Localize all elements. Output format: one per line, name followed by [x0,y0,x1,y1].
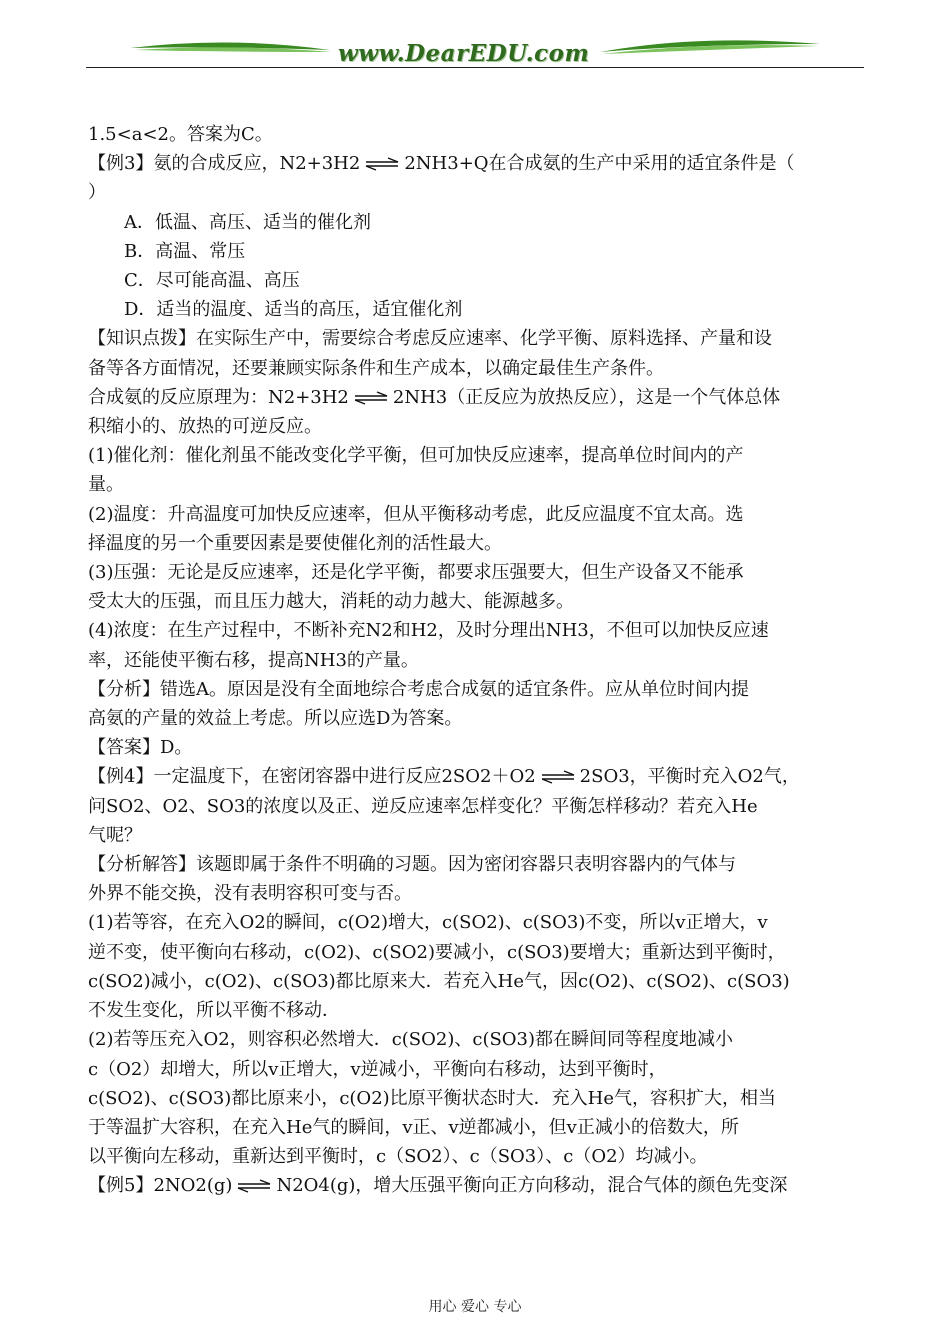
text-span: 【例4】一定温度下，在密闭容器中进行反应2SO2＋O2 [88,766,536,788]
text-line [88,1171,868,1200]
text-span: 2SO3，平衡时充入O2气， [579,766,800,788]
text-line: 【答案】D。 [88,737,193,759]
text-span: 2NH3+Q在合成氨的生产中采用的适宜条件是（ [404,153,795,175]
text-line: 外界不能交换，没有表明容积可变与否。 [88,883,412,905]
option-a: A．低温、高压、适当的催化剂 [124,211,371,233]
text-line: 【知识点拨】在实际生产中，需要综合考虑反应速率、化学平衡、原料选择、产量和设 [88,328,772,350]
equilibrium-arrow-icon [351,391,391,405]
text-line: c（O2）却增大，所以v正增大，v逆减小，平衡向右移动，达到平衡时， [88,1058,667,1080]
text-line [88,149,868,178]
text-line: (1)催化剂：催化剂虽不能改变化学平衡，但可加快反应速率，提高单位时间内的产 [88,445,744,467]
text-line: ） [88,182,106,204]
text-span: 【例3】氨的合成反应，N2+3H2 [88,153,361,175]
option-b: B．高温、常压 [124,240,246,262]
text-span: 2NH3（正反应为放热反应），这是一个气体总体 [392,386,781,408]
equilibrium-arrow-icon [234,1179,274,1193]
text-line: (3)压强：无论是反应速率，还是化学平衡，都要求压强要大，但生产设备又不能承 [88,562,744,584]
text-line: (2)若等压充入O2，则容积必然增大．c(SO2)、c(SO3)都在瞬间同等程度地减小 [88,1029,734,1051]
site-logo-text: www.DearEDU.com [338,40,590,67]
text-line: 受太大的压强，而且压力越大，消耗的动力越大、能源越多。 [88,591,574,613]
text-line: c(SO2)、c(SO3)都比原来小，c(O2)比原平衡状态时大．充入He气，容积扩大，相当 [88,1087,777,1109]
text-span: 【例5】2NO2(g) [88,1175,233,1197]
option-d: D．适当的温度、适当的高压，适宜催化剂 [124,299,463,321]
text-line: 1.5<a<2。答案为C。 [88,124,273,145]
text-line: 积缩小的、放热的可逆反应。 [88,416,322,438]
text-line: 【分析解答】该题即属于条件不明确的习题。因为密闭容器只表明容器内的气体与 [88,854,736,876]
page-header [0,0,950,70]
text-line: 备等各方面情况，还要兼顾实际条件和生产成本，以确定最佳生产条件。 [88,357,664,379]
equilibrium-arrow-icon [538,770,578,784]
text-line: 问SO2、O2、SO3的浓度以及正、逆反应速率怎样变化？平衡怎样移动？若充入He [88,795,758,817]
text-line: 于等温扩大容积，在充入He气的瞬间，v正、v逆都减小，但v正减小的倍数大，所 [88,1116,739,1138]
header-divider [86,67,864,68]
equilibrium-arrow-icon [362,157,402,171]
document-body [88,120,868,1201]
text-line: (4)浓度：在生产过程中，不断补充N2和H2，及时分理出NH3，不但可以加快反应速 [88,620,769,642]
text-span: N2O4(g)，增大压强平衡向正方向移动，混合气体的颜色先变深 [276,1175,788,1197]
option-c: C．尽可能高温、高压 [124,270,300,292]
text-line: 逆不变，使平衡向右移动，c(O2)、c(SO2)要减小，c(SO3)要增大；重新达到平衡时， [88,941,786,963]
text-line: 高氨的产量的效益上考虑。所以应选D为答案。 [88,708,463,730]
text-line: 【分析】错选A。原因是没有全面地综合考虑合成氨的适宜条件。应从单位时间内提 [88,678,749,700]
text-line: c(SO2)减小，c(O2)、c(SO3)都比原来大．若充入He气，因c(O2)、c(SO2)、c(SO3) [88,970,790,992]
page-footer: 用心 爱心 专心 [428,1299,522,1315]
text-line: 量。 [88,474,124,496]
text-line: 不发生变化，所以平衡不移动． [88,1000,340,1022]
text-line [88,762,868,791]
text-line: 率，还能使平衡右移，提高NH3的产量。 [88,649,419,671]
text-line: (2)温度：升高温度可加快反应速率，但从平衡移动考虑，此反应温度不宜太高。选 [88,503,744,525]
text-line: 气呢？ [88,824,142,846]
text-line [88,383,868,412]
text-line: 择温度的另一个重要因素是要使催化剂的活性最大。 [88,532,502,554]
text-line: (1)若等容，在充入O2的瞬间，c(O2)增大，c(SO2)、c(SO3)不变，所以v正增大，v [88,912,768,934]
text-line: 以平衡向左移动，重新达到平衡时，c（SO2）、c（SO3）、c（O2）均减小。 [88,1146,708,1168]
text-span: 合成氨的反应原理为：N2+3H2 [88,386,349,408]
